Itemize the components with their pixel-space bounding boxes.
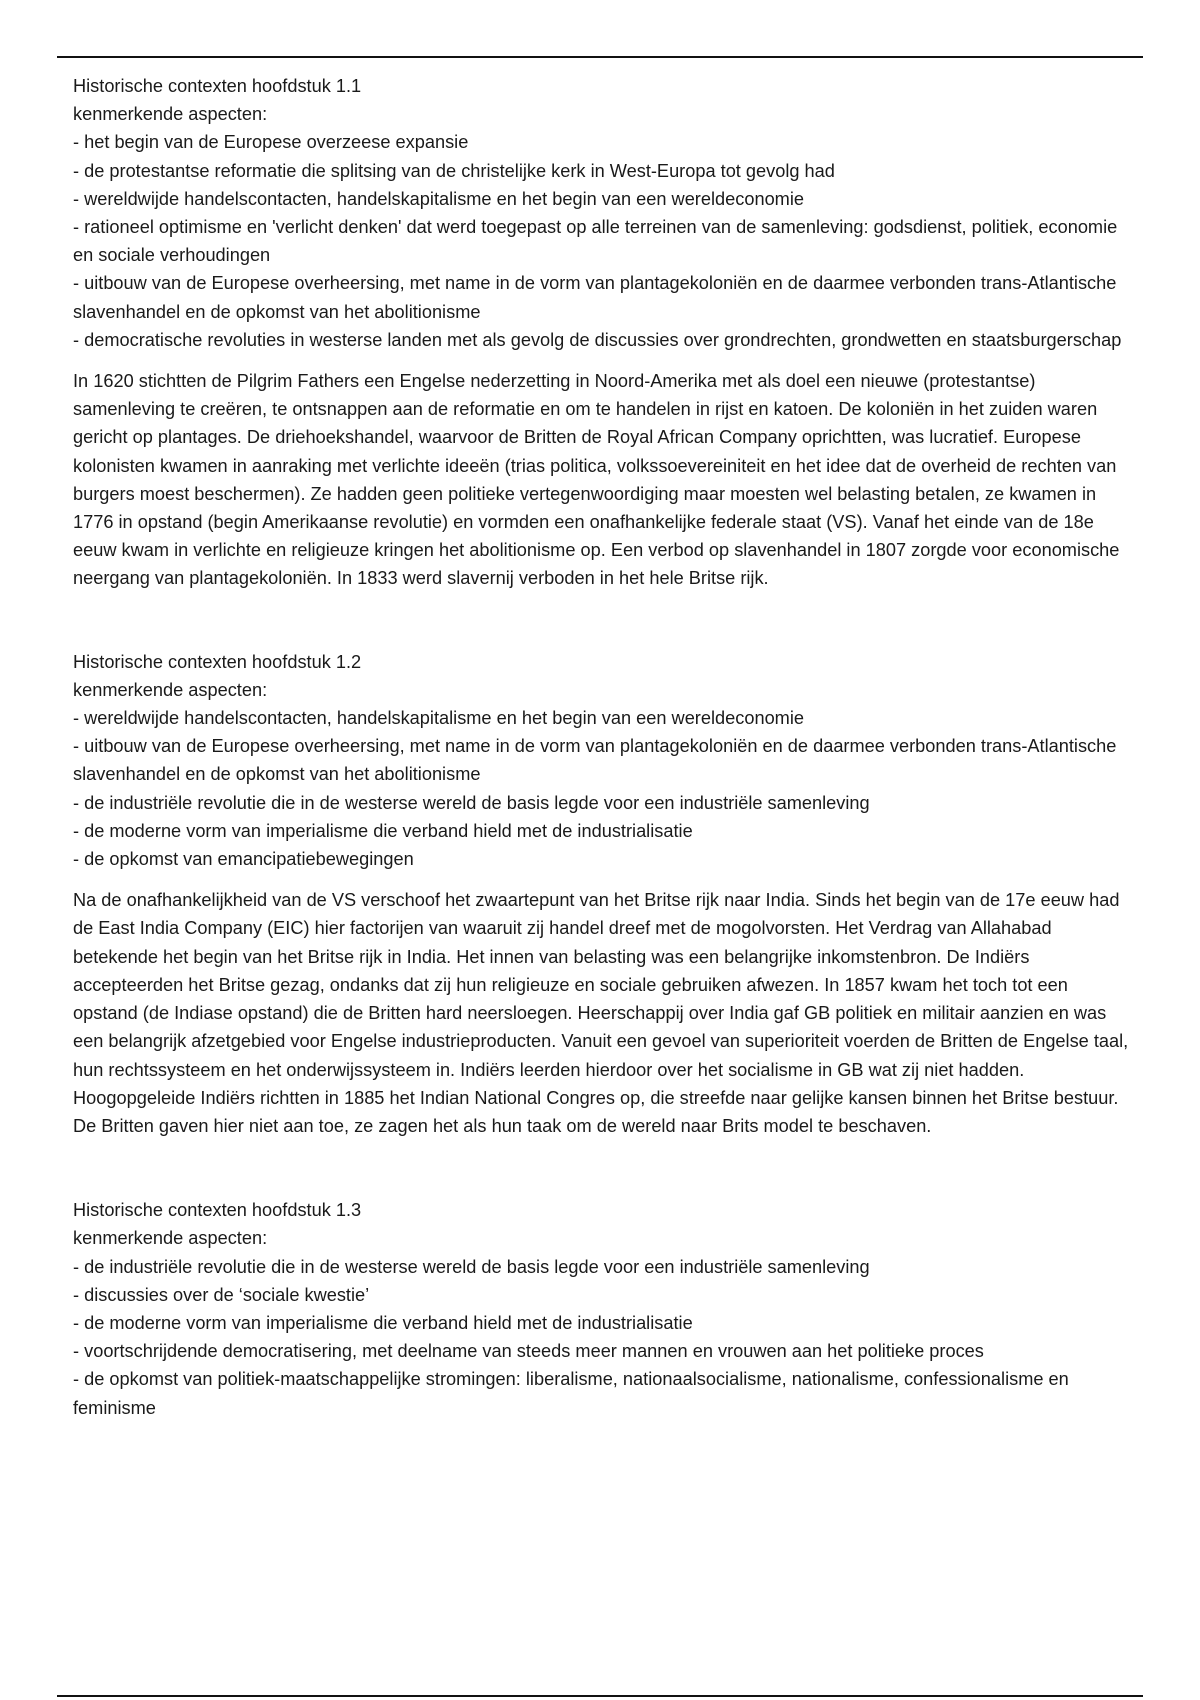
section-1-1 [73,72,1133,593]
aspect-item: - discussies over de ‘sociale kwestie’ [73,1284,370,1305]
section-1-3 [73,1196,1133,1422]
aspect-item: - democratische revoluties in westerse landen met als gevolg de discussies over grondrechten, grondwetten en staatsburgerschap [73,329,1122,350]
aspect-item: - de industriële revolutie die in de westerse wereld de basis legde voor een industriële samenleving [73,792,870,813]
section-title: Historische contexten hoofdstuk 1.2 [73,651,362,672]
aspect-item: - wereldwijde handelscontacten, handelskapitalisme en het begin van een wereldeconomie [73,188,804,209]
top-divider [57,56,1143,58]
aspect-item: - de opkomst van politiek-maatschappelijke stromingen: liberalisme, nationaalsocialisme, nationalisme, confessionalisme en feminisme [73,1369,1069,1418]
aspect-item: - de industriële revolutie die in de westerse wereld de basis legde voor een industriële samenleving [73,1256,870,1277]
aspect-item: - rationeel optimisme en 'verlicht denken' dat werd toegepast op alle terreinen van de samenleving: godsdienst, politiek, economie en sociale verhoudingen [73,217,1118,266]
aspect-item: - de moderne vorm van imperialisme die verband hield met de industrialisatie [73,1312,693,1333]
section-1-2 [73,648,1133,1140]
aspect-item: - wereldwijde handelscontacten, handelskapitalisme en het begin van een wereldeconomie [73,708,804,729]
aspect-item: - de opkomst van emancipatiebewegingen [73,849,414,870]
section-paragraph: In 1620 stichtten de Pilgrim Fathers een Engelse nederzetting in Noord-Amerika met als doel een nieuwe (protestantse) samenleving te creëren, te ontsnappen aan de reformatie en om te handelen in rijst en katoen. De koloniën in het zuiden waren gericht op plantages. De driehoekshandel, waarvoor de Britten de Royal African Company oprichtten, was lucratief. Europese kolonisten kwamen in aanraking met verlichte ideeën (trias politica, volkssoevereiniteit en het idee dat de overheid de rechten van burgers moest beschermen). Ze hadden geen politieke vertegenwoordiging maar moesten wel belasting betalen, ze kwamen in 1776 in opstand (begin Amerikaanse revolutie) en vormden een onafhankelijke federale staat (VS). Vanaf het einde van de 18e eeuw kwam in verlichte en religieuze kringen het abolitionisme op. Een verbod op slavenhandel in 1807 zorgde voor economische neergang van plantagekoloniën. In 1833 werd slavernij verboden in het hele Britse rijk. [73,371,1120,589]
aspect-item: - uitbouw van de Europese overheersing, met name in de vorm van plantagekoloniën en de daarmee verbonden trans-Atlantische slavenhandel en de opkomst van het abolitionisme [73,736,1117,785]
aspects-label: kenmerkende aspecten: [73,679,268,700]
aspects-label: kenmerkende aspecten: [73,104,268,125]
aspect-item: - uitbouw van de Europese overheersing, met name in de vorm van plantagekoloniën en de daarmee verbonden trans-Atlantische slavenhandel en de opkomst van het abolitionisme [73,273,1117,322]
section-title: Historische contexten hoofdstuk 1.1 [73,76,362,96]
section-title: Historische contexten hoofdstuk 1.3 [73,1200,362,1221]
aspect-item: - de moderne vorm van imperialisme die verband hield met de industrialisatie [73,820,693,841]
aspect-item: - de protestantse reformatie die splitsing van de christelijke kerk in West-Europa tot gevolg had [73,160,835,181]
aspect-item: - het begin van de Europese overzeese expansie [73,132,469,153]
section-paragraph: Na de onafhankelijkheid van de VS verschoof het zwaartepunt van het Britse rijk naar India. Sinds het begin van de 17e eeuw had de East India Company (EIC) hier factorijen van waaruit zij handel dreef met de mogolvorsten. Het Verdrag van Allahabad betekende het begin van het Britse rijk in India. Het innen van belasting was een belangrijke inkomstenbron. De Indiërs accepteerden het Britse gezag, ondanks dat zij hun religieuze en sociale gebruiken afwezen. In 1857 kwam het toch tot een opstand (de Indiase opstand) die de Britten hard neersloegen. Heerschappij over India gaf GB politiek en militair aanzien en was een belangrijk afzetgebied voor Engelse industrieproducten. Vanuit een gevoel van superioriteit voerden de Britten de Engelse taal, hun rechtssysteem en het onderwijssysteem in. Indiërs leerden hierdoor over het socialisme in GB wat zij niet hadden. Hoogopgeleide Indiërs richtten in 1885 het Indian National Congres op, die streefde naar gelijke kansen binnen het Britse bestuur. De Britten gaven hier niet aan toe, ze zagen het als hun taak om de wereld naar Brits model te beschaven. [73,890,1129,1136]
aspect-item: - voortschrijdende democratisering, met deelname van steeds meer mannen en vrouwen aan het politieke proces [73,1341,984,1362]
aspects-label: kenmerkende aspecten: [73,1228,268,1249]
bottom-divider [57,1695,1143,1697]
document-page [73,72,1133,1422]
